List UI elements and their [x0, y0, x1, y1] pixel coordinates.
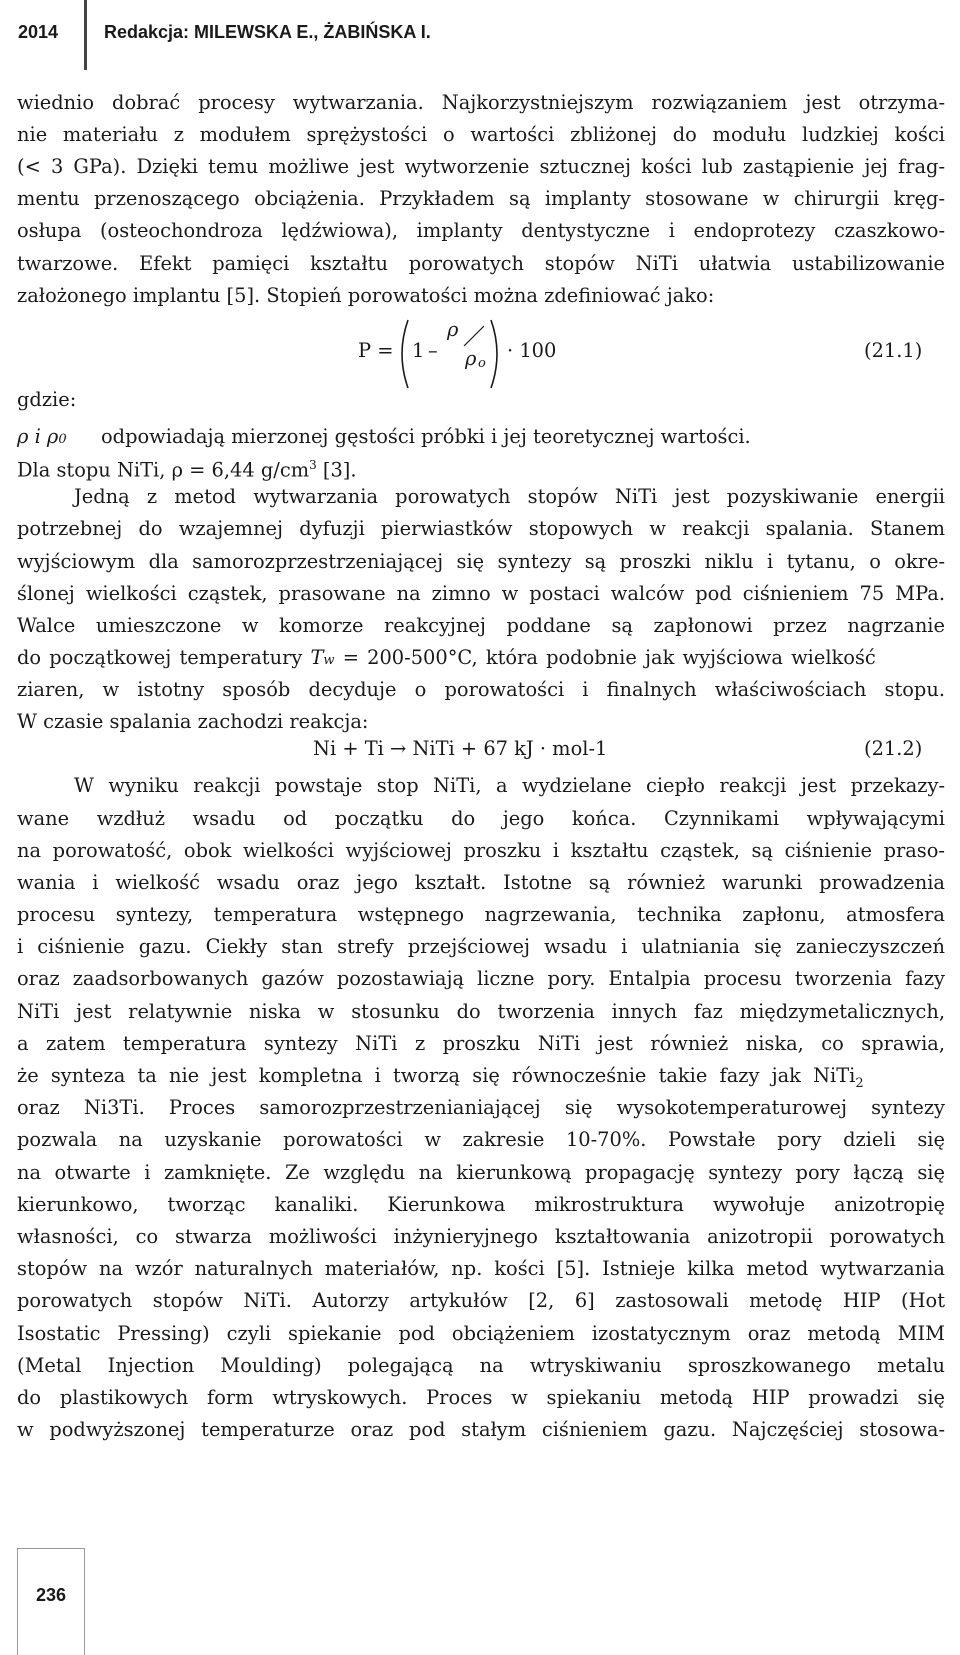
temp-sub: w	[323, 653, 335, 668]
eq-times-100: · 100	[507, 339, 557, 362]
text-line: w podwyższonej temperaturze oraz pod stałym ciśnieniem gazu. Najczęściej stosowa-	[17, 1418, 945, 1441]
eq-lhs: P =	[358, 339, 394, 362]
rho-description: odpowiadają mierzonej gęstości próbki i jej teoretycznej wartości.	[101, 425, 751, 448]
eq-minus: –	[428, 339, 438, 362]
text-line: potrzebnej do wzajemnej dyfuzji pierwiastków stopowych w reakcji spalania. Stanem	[17, 517, 945, 540]
text-line: wyjściowym dla samorozprzestrzeniającej się syntezy są proszki niklu i tytanu, o okre-	[17, 550, 945, 573]
page-number: 236	[35, 1585, 67, 1605]
text-line: do plastikowych form wtryskowych. Proces w spiekaniu metodą HIP prowadzi się	[17, 1386, 945, 1409]
rho-symbols	[17, 425, 67, 448]
text-line: (Metal Injection Moulding) polegającą na wtryskiwaniu sproszkowanego metalu	[17, 1354, 945, 1377]
text-span: że synteza ta nie jest kompletna i tworzą się równocześnie takie fazy jak NiTi	[17, 1064, 856, 1087]
header-editors: Redakcja: MILEWSKA E., ŻABIŃSKA I.	[104, 22, 431, 42]
text-line: wania i wielkość wsadu oraz jego kształt. Istotne są również warunki prowadzenia	[17, 871, 945, 894]
text-line: własności, co stwarza możliwości inżynieryjnego kształtowania anizotropii porowatych	[17, 1225, 945, 1248]
eq-rho0: ρ	[465, 347, 477, 370]
eq-number: (21.1)	[864, 339, 923, 362]
text-line: ślonej wielkości cząstek, prasowane na zimno w postaci walców pod ciśnieniem 75 MPa.	[17, 582, 945, 605]
subscript-2: 2	[855, 1075, 864, 1091]
eq-one: 1	[412, 339, 425, 362]
rho-i-rho: ρ i ρ	[17, 425, 59, 448]
text-line: kierunkowo, tworząc kanaliki. Kierunkowa mikrostruktura wywołuje anizotropię	[17, 1193, 945, 1216]
text-line: NiTi jest relatywnie niska w stosunku do tworzenia innych faz międzymetalicznych,	[17, 1000, 945, 1023]
text-line: procesu syntezy, temperatura wstępnego nagrzewania, technika zapłonu, atmosfera	[17, 903, 945, 926]
density-text: Dla stopu NiTi, ρ = 6,44 g/cm	[17, 458, 310, 482]
text-line: na porowatość, obok wielkości wyjściowej proszku i kształtu cząstek, są ciśnienie praso-	[17, 839, 945, 862]
eq-sub-o: o	[478, 356, 486, 371]
text-line: a zatem temperatura syntezy NiTi z proszku NiTi jest również niska, co sprawia,	[17, 1032, 945, 1055]
text-line: wane wzdłuż wsadu od początku do jego końca. Czynnikami wpływającymi	[17, 807, 945, 830]
text-line: wiednio dobrać procesy wytwarzania. Najkorzystniejszym rozwiązaniem jest otrzyma-	[17, 91, 945, 114]
density-ref: [3].	[316, 458, 357, 482]
text-line: porowatych stopów NiTi. Autorzy artykułów [2, 6] zastosowali metodę HIP (Hot	[17, 1289, 945, 1312]
text-line: osłupa (osteochondroza lędźwiowa), implanty dentystyczne i endoprotezy czaszkowo-	[17, 219, 945, 242]
text-line: W czasie spalania zachodzi reakcja:	[17, 710, 369, 733]
text-line: (< 3 GPa). Dzięki temu możliwe jest wytworzenie sztucznej kości lub zastąpienie jej frag-	[17, 155, 945, 178]
header-divider	[84, 0, 87, 70]
eq-rho: ρ	[447, 318, 459, 341]
text-line: na otwarte i zamknięte. Ze względu na kierunkową propagację syntezy pory łączą się	[17, 1161, 945, 1184]
temp-symbol: T	[310, 646, 324, 669]
text-span: do początkowej temperatury	[17, 646, 311, 669]
eq2-number: (21.2)	[864, 737, 923, 760]
text-line: Isostatic Pressing) czyli spiekanie pod obciążeniem izostatycznym oraz metodą MIM	[17, 1322, 945, 1345]
text-line: Jedną z metod wytwarzania porowatych stopów NiTi jest pozyskiwanie energii	[74, 485, 945, 508]
text-span: = 200-500°C, która podobnie jak wyjściowa wielkość	[334, 646, 876, 669]
text-line: pozwala na uzyskanie porowatości w zakresie 10-70%. Powstałe pory dzieli się	[17, 1128, 945, 1151]
text-line: nie materiału z modułem sprężystości o wartości zbliżonej do modułu ludzkiej kości	[17, 123, 945, 146]
text-line: założonego implantu [5]. Stopień porowatości można zdefiniować jako:	[17, 284, 715, 307]
density-sup: 3	[309, 458, 317, 472]
text-line: oraz zaadsorbowanych gazów pozostawiają liczne pory. Entalpia procesu tworzenia fazy	[17, 967, 945, 990]
text-line	[17, 642, 945, 677]
rho-sub-0: 0	[58, 432, 67, 447]
text-line: oraz Ni3Ti. Proces samorozprzestrzenianiającej się wysokotemperaturowej syntezy	[17, 1096, 945, 1119]
text-line: i ciśnienie gazu. Ciekły stan strefy przejściowej wsadu i ulatniania się zanieczyszczeń	[17, 935, 945, 958]
text-line: ziaren, w istotny sposób decyduje o porowatości i finalnych właściwościach stopu.	[17, 678, 945, 701]
running-header	[0, 0, 960, 70]
eq2-text: Ni + Ti → NiTi + 67 kJ · mol-1	[313, 737, 608, 760]
text-line: stopów na wzór naturalnych materiałów, np. kości [5]. Istnieje kilka metod wytwarzania	[17, 1257, 945, 1280]
header-year: 2014	[18, 22, 59, 42]
text-line: mentu przenoszącego obciążenia. Przykładem są implanty stosowane w chirurgii kręg-	[17, 187, 945, 210]
text-line: W wyniku reakcji powstaje stop NiTi, a wydzielane ciepło reakcji jest przekazy-	[74, 774, 945, 797]
text-line: Walce umieszczone w komorze reakcyjnej poddane są zapłonowi przez nagrzanie	[17, 614, 945, 637]
text-line: twarzowe. Efekt pamięci kształtu porowatych stopów NiTi ułatwia ustabilizowanie	[17, 252, 945, 275]
page-number-box	[17, 1548, 85, 1655]
where-label: gdzie:	[17, 388, 77, 411]
